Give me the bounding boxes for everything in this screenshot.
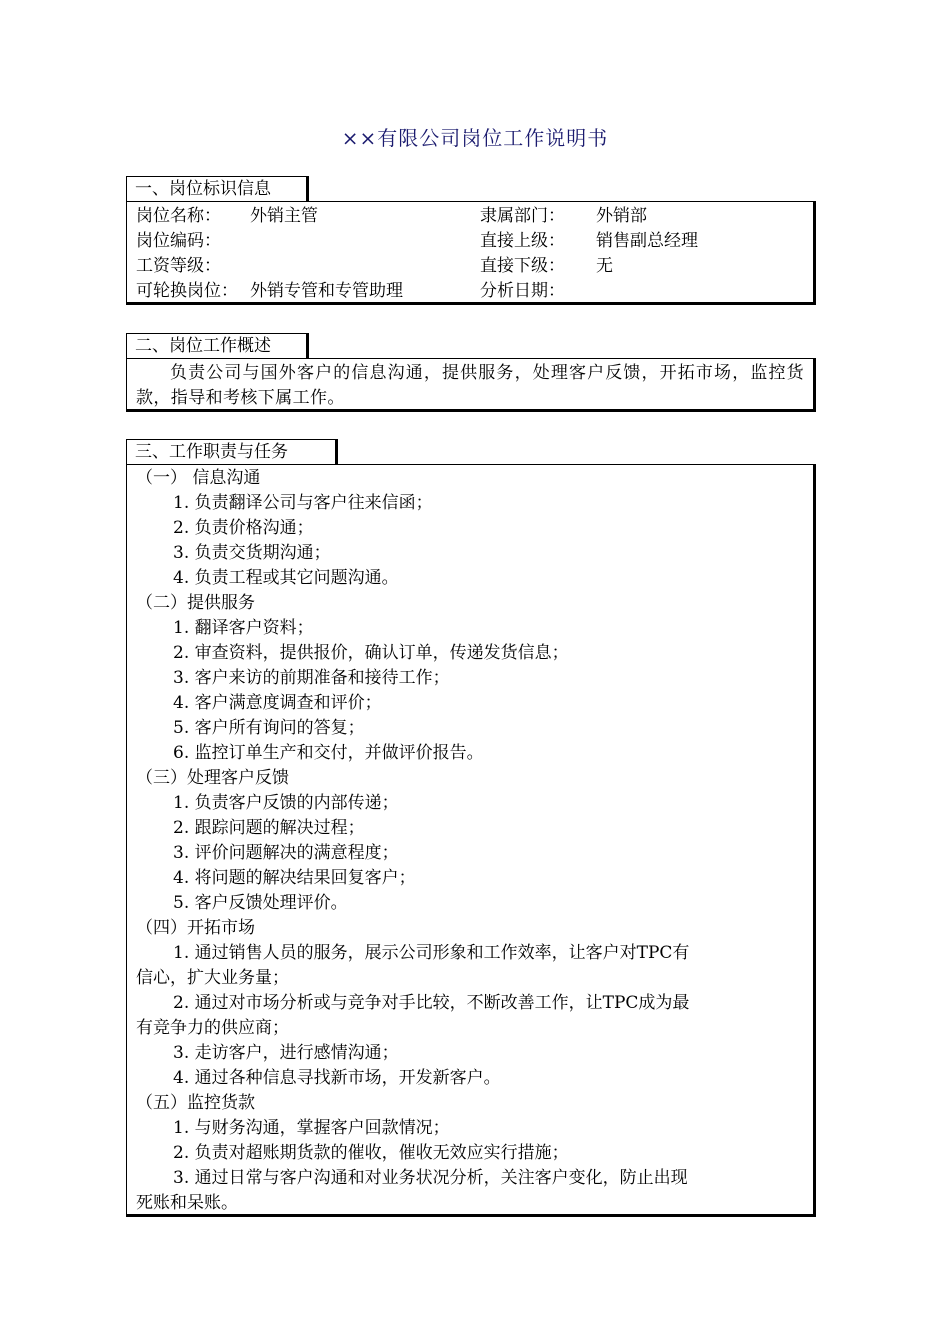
duty-item: 2. 负责对超账期货款的催收，催收无效应实行措施； (173, 1143, 569, 1163)
duty-category: （二）提供服务 (136, 593, 255, 613)
info-value: 外销专管和专管助理 (250, 281, 403, 301)
document-title: ××有限公司岗位工作说明书 (341, 126, 609, 150)
duty-item: 4. 客户满意度调查和评价； (173, 693, 382, 713)
info-value: 外销部 (596, 206, 647, 226)
info-label: 分析日期： (480, 281, 565, 301)
duty-item: 4. 将问题的解决结果回复客户； (173, 868, 416, 888)
duty-item: 1. 通过销售人员的服务，展示公司形象和工作效率，让客户对TPC有 (173, 943, 690, 963)
info-label: 工资等级： (136, 256, 221, 276)
section-3-heading: 三、工作职责与任务 (126, 439, 338, 464)
duty-item: 3. 通过日常与客户沟通和对业务状况分析，关注客户变化，防止出现 (173, 1168, 688, 1188)
duty-item: 3. 客户来访的前期准备和接待工作； (173, 668, 450, 688)
duty-item: 6. 监控订单生产和交付，并做评价报告。 (173, 743, 484, 763)
duty-item: 1. 负责翻译公司与客户往来信函； (173, 493, 433, 513)
section-3-box (126, 464, 816, 1217)
info-label: 隶属部门： (480, 206, 565, 226)
info-value: 销售副总经理 (596, 231, 698, 251)
duty-item: 2. 负责价格沟通； (173, 518, 314, 538)
duty-item: 3. 走访客户，进行感情沟通； (173, 1043, 399, 1063)
duty-item: 3. 评价问题解决的满意程度； (173, 843, 399, 863)
section-1-heading: 一、岗位标识信息 (126, 176, 309, 201)
duty-item: 2. 审查资料，提供报价，确认订单，传递发货信息； (173, 643, 569, 663)
duty-item: 2. 跟踪问题的解决过程； (173, 818, 365, 838)
info-row (127, 229, 813, 254)
duty-item: 3. 负责交货期沟通； (173, 543, 331, 563)
duty-item: 4. 负责工程或其它问题沟通。 (173, 568, 399, 588)
info-label: 可轮换岗位： (136, 281, 238, 301)
duty-item: 5. 客户所有询问的答复； (173, 718, 365, 738)
info-label: 直接下级： (480, 256, 565, 276)
duty-category: （五）监控货款 (136, 1093, 255, 1113)
info-value: 无 (596, 256, 613, 276)
section-1-box (126, 201, 816, 305)
info-label: 岗位编码： (136, 231, 221, 251)
duty-item: 1. 翻译客户资料； (173, 618, 314, 638)
duty-item: 1. 负责客户反馈的内部传递； (173, 793, 399, 813)
info-label: 岗位名称： (136, 206, 221, 226)
duty-category: （一） 信息沟通 (136, 468, 261, 488)
info-row (127, 254, 813, 279)
info-row (127, 279, 813, 304)
job-overview-text: 负责公司与国外客户的信息沟通，提供服务，处理客户反馈，开拓市场，监控货款，指导和考核下属工作。 (136, 363, 804, 408)
duty-item: 5. 客户反馈处理评价。 (173, 893, 348, 913)
duty-category: （三）处理客户反馈 (136, 768, 289, 788)
duty-item-continuation: 死账和呆账。 (136, 1193, 238, 1213)
info-label: 直接上级： (480, 231, 565, 251)
duty-item: 2. 通过对市场分析或与竞争对手比较，不断改善工作，让TPC成为最 (173, 993, 690, 1013)
duty-item: 1. 与财务沟通，掌握客户回款情况； (173, 1118, 450, 1138)
info-value: 外销主管 (250, 206, 318, 226)
duty-item: 4. 通过各种信息寻找新市场，开发新客户。 (173, 1068, 501, 1088)
info-row (127, 204, 813, 229)
section-2-box (126, 358, 816, 412)
duty-item-continuation: 信心，扩大业务量； (136, 968, 289, 988)
section-2-heading: 二、岗位工作概述 (126, 333, 309, 358)
duty-category: （四）开拓市场 (136, 918, 255, 938)
duty-item-continuation: 有竞争力的供应商； (136, 1018, 289, 1038)
